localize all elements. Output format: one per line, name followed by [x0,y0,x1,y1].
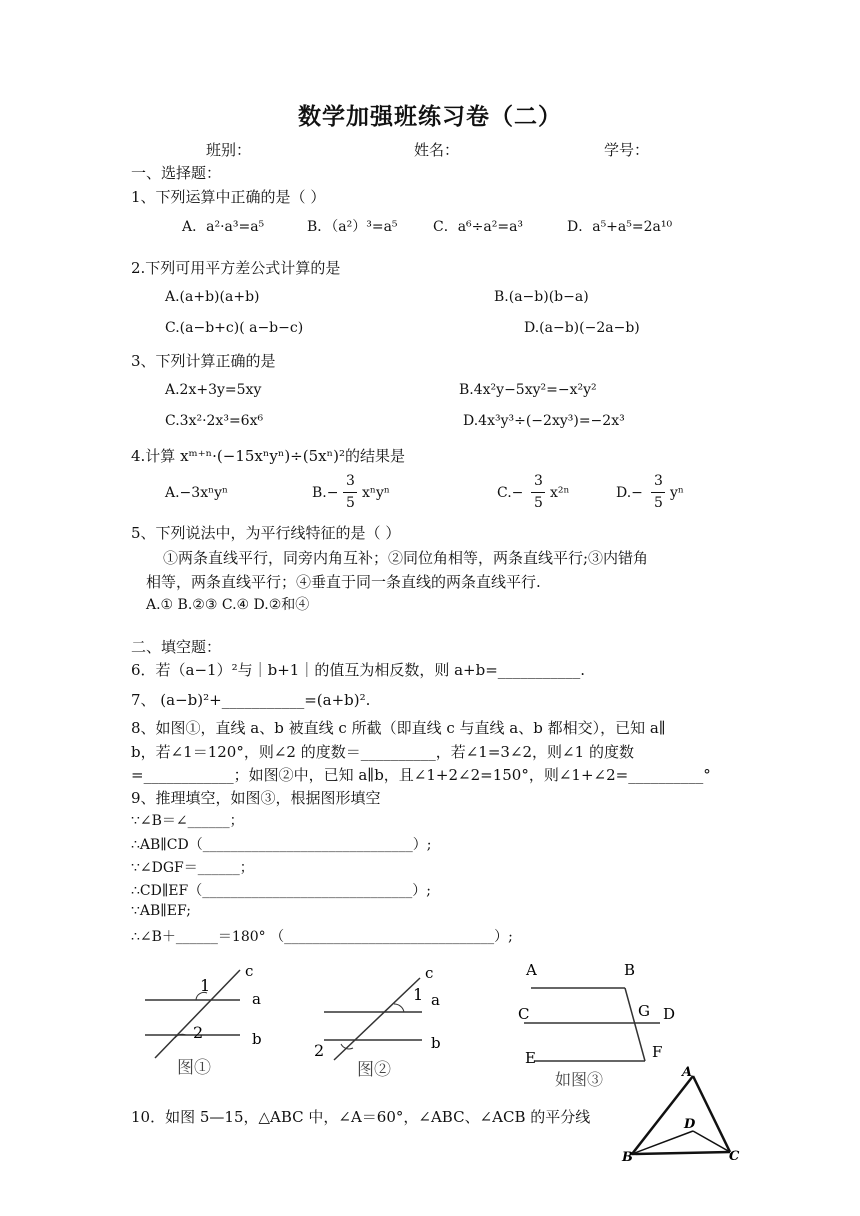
fig2-caption: 图② [357,1060,391,1080]
fig2-label-a: a [431,991,440,1009]
q4-option-d-numerator: 3 [654,473,663,489]
q1-stem: 1、下列运算中正确的是（ ） [131,188,326,206]
fig2-label-b: b [431,1034,441,1052]
q4-option-d-fraction-bar [651,492,665,493]
fig3-label-B: B [624,961,636,979]
fig3-label-A: A [526,961,537,979]
q4-option-d-prefix: D.− [616,485,643,501]
q9-line-5: ∵AB∥EF; [131,903,191,919]
q6: 6．若（a−1）²与｜b+1｜的值互为相反数，则 a+b=___________. [131,661,586,679]
q4-option-d-suffix: yⁿ [670,485,684,501]
q3-option-b: B.4x²y−5xy²=−x²y² [459,382,597,398]
q3-option-a: A.2x+3y=5xy [165,382,262,398]
q9-line-1: ∵∠B＝∠______； [131,813,244,829]
q4-option-b-fraction-bar [343,492,357,493]
q9-line-2: ∴AB∥CD（______________________________）; [131,837,432,853]
class-label: 班别： [206,141,252,159]
q8-line-3: =____________；如图②中，已知 a∥b，且∠1+2∠2=150°，则∠1+∠2=__________° [131,766,711,784]
fig3-label-F: F [652,1043,663,1061]
q9-stem: 9、推理填空，如图③，根据图形填空 [131,789,381,807]
q4-option-a: A.−3xⁿyⁿ [165,485,229,501]
q4-option-c-suffix: x²ⁿ [550,485,570,501]
fig2-angle-2: 2 [314,1041,325,1060]
fig1-angle-2: 2 [193,1023,204,1042]
q1-option-b: B．（a²）³=a⁵ [307,219,398,235]
fig2-angle-1: 1 [413,985,424,1004]
q3-option-d: D.4x³y³÷(−2xy³)=−2x³ [463,413,625,429]
fig1-caption: 图① [177,1058,211,1078]
fig4-label-A: A [682,1065,693,1080]
fig3-label-D: D [663,1005,676,1023]
fig3-caption: 如图③ [555,1070,604,1089]
figure-1 [140,960,270,1085]
q1-option-d: D．a⁵+a⁵=2a¹⁰ [567,219,673,235]
q4-option-c-denominator: 5 [534,495,543,511]
q2-option-a: A.(a+b)(a+b) [165,289,260,305]
q8-line-1: 8、如图①，直线 a、b 被直线 c 所截（即直线 c 与直线 a、b 都相交），已知 a∥ [131,719,666,737]
q4-stem: 4.计算 xᵐ⁺ⁿ·(−15xⁿyⁿ)÷(5xⁿ)²的结果是 [131,447,405,465]
q2-stem: 2.下列可用平方差公式计算的是 [131,259,341,277]
fig4-label-B: B [622,1150,633,1165]
fig1-label-c: c [245,962,254,980]
number-label: 学号： [604,141,650,159]
q5-options: A.① B.②③ C.④ D.②和④ [146,597,310,613]
q4-option-b-suffix: xⁿyⁿ [362,485,390,501]
q2-option-b: B.(a−b)(b−a) [494,289,589,305]
q4-option-b-prefix: B.− [312,485,339,501]
fig2-label-c: c [425,964,434,982]
q4-option-c-fraction-bar [531,492,545,493]
q7: 7、 (a−b)²+___________=(a+b)². [131,691,371,709]
q4-option-b-numerator: 3 [346,473,355,489]
q5-stem: 5、下列说法中，为平行线特征的是（ ） [131,524,401,542]
fig3-label-E: E [525,1049,536,1067]
q10: 10．如图 5—15，△ABC 中，∠A＝60°，∠ABC、∠ACB 的平分线 [131,1108,591,1126]
fig1-label-a: a [252,990,261,1008]
q9-line-6: ∴∠B＋______＝180° （______________________________）; [131,929,513,945]
fig1-angle-1: 1 [200,976,211,995]
name-label: 姓名： [414,141,460,159]
q2-option-d: D.(a−b)(−2a−b) [524,320,640,336]
q9-line-3: ∵∠DGF＝______； [131,860,254,876]
fig3-label-G: G [638,1002,650,1020]
q5-statement-line-2: 相等，两条直线平行；④垂直于同一条直线的两条直线平行. [146,573,541,591]
fig4-label-D: D [684,1117,696,1132]
page-title: 数学加强班练习卷（二） [298,103,562,130]
q5-statement-line-1: ①两条直线平行，同旁内角互补；②同位角相等，两条直线平行;③内错角 [163,549,649,567]
q4-option-c-prefix: C.− [497,485,524,501]
q1-option-c: C．a⁶÷a²=a³ [433,219,524,235]
fig3-label-C: C [518,1005,530,1023]
q3-stem: 3、下列计算正确的是 [131,352,276,370]
section-choice-heading: 一、选择题： [131,164,222,182]
q9-line-4: ∴CD∥EF（______________________________）; [131,883,431,899]
section-fill-heading: 二、填空题： [131,638,222,656]
q8-line-2: b，若∠1＝120°，则∠2 的度数＝__________，若∠1=3∠2，则∠1 的度数 [131,743,634,761]
q1-option-a: A．a²·a³=a⁵ [182,219,265,235]
q2-option-c: C.(a−b+c)( a−b−c) [165,320,304,336]
figure-2 [312,960,452,1085]
q4-option-b-denominator: 5 [346,495,355,511]
q4-option-d-denominator: 5 [654,495,663,511]
q4-option-c-numerator: 3 [534,473,543,489]
figure-4-triangle [620,1062,745,1170]
fig4-label-C: C [729,1149,740,1164]
q3-option-c: C.3x²·2x³=6x⁶ [165,413,264,429]
fig1-label-b: b [252,1030,262,1048]
